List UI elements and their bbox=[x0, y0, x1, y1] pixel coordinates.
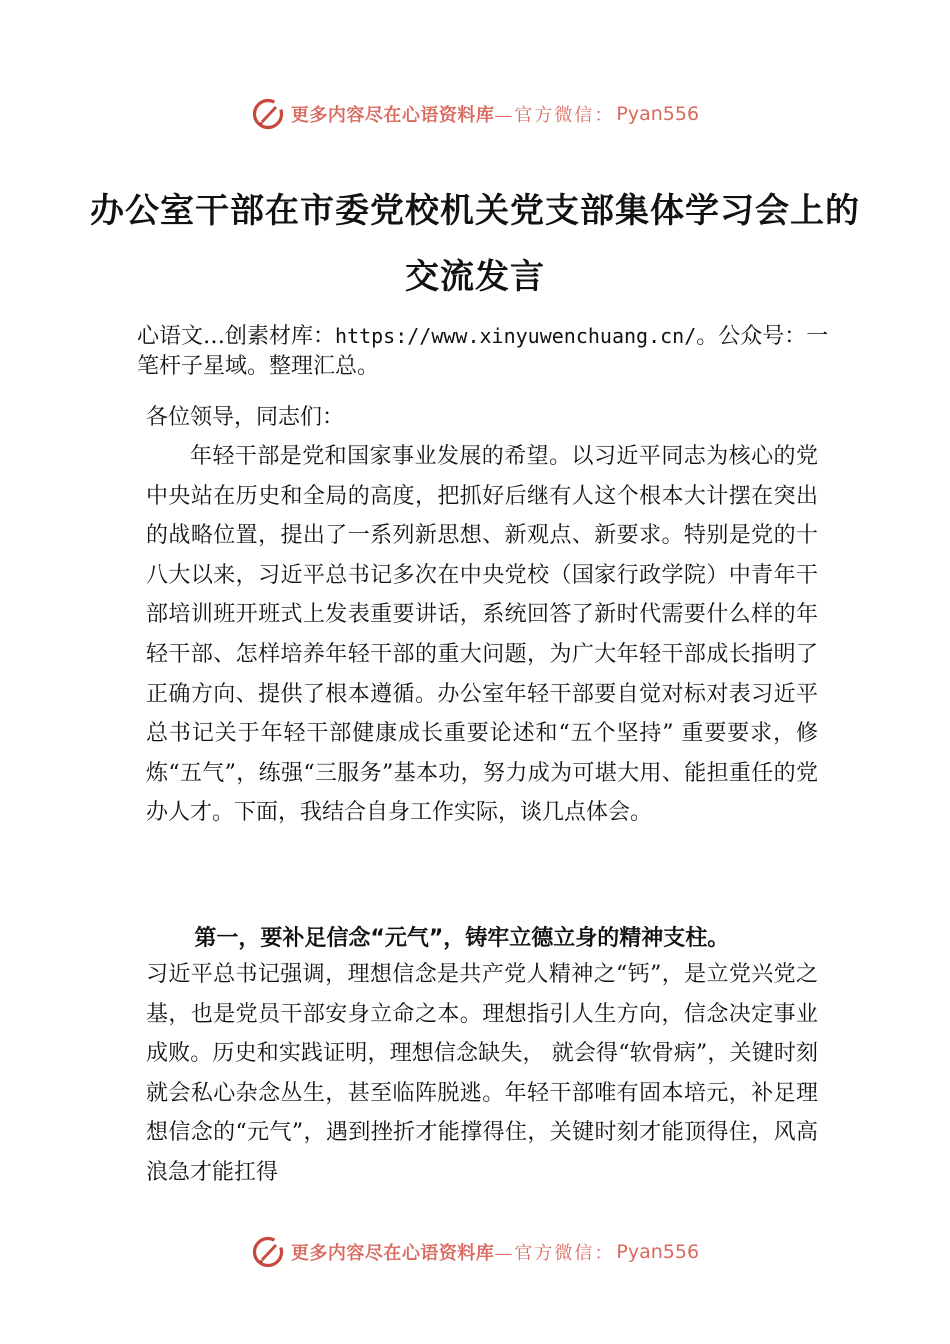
paragraph-section-1: 习近平总书记强调，理想信念是共产党人精神之“钙”，是立党兴党之基，也是党员干部安身立命之本。理想指引人生方向，信念决定事业成败。历史和实践证明，理想信念缺失， 就会得“软骨病”，关键时刻就会私心杂念丛生，甚至临阵脱逃。年轻干部唯有固本培元，补足理想信念的“元气”，遇到挫折才能撑得住，关键时刻才能顶得住，风高浪急才能扛得 bbox=[146, 962, 818, 1185]
source-suffix: 。公众号：一笔杆子星域。整理汇总。 bbox=[137, 324, 829, 379]
document-title: 办公室干部在市委党校机关党支部集体学习会上的交流发言 bbox=[90, 191, 860, 297]
banner-main-text: 更多内容尽在心语资料库 bbox=[290, 105, 495, 126]
red-brush-circle-logo-icon bbox=[251, 97, 285, 131]
banner-wechat-id: Pyan556 bbox=[616, 1241, 700, 1263]
header-banner bbox=[0, 94, 950, 134]
banner-wechat-id: Pyan556 bbox=[616, 103, 700, 125]
salutation: 各位领导，同志们： bbox=[146, 405, 345, 430]
source-prefix: 心语文…创素材库： bbox=[137, 324, 336, 349]
paragraph-intro: 年轻干部是党和国家事业发展的希望。以习近平同志为核心的党中央站在历史和全局的高度，把抓好后继有人这个根本大计摆在突出的战略位置，提出了一系列新思想、新观点、新要求。特别是党的十八大以来，习近平总书记多次在中央党校（国家行政学院）中青年干部培训班开班式上发表重要讲话，系统回答了新时代需要什么样的年轻干部、怎样培养年轻干部的重大问题，为广大年轻干部成长指明了正确方向、提供了根本遵循。办公室年轻干部要自觉对标对表习近平总书记关于年轻干部健康成长重要论述和“五个坚持” 重要要求，修炼“五气”，练强“三服务”基本功，努力成为可堪大用、能担重任的党办人才。下面，我结合自身工作实际，谈几点体会。 bbox=[146, 444, 818, 826]
source-url: https://www.xinyuwenchuang.cn/ bbox=[335, 324, 697, 348]
banner-wechat-label: —官方微信： bbox=[494, 1243, 615, 1264]
footer-banner bbox=[0, 1232, 950, 1272]
section-heading-1: 第一，要补足信念“元气”，铸牢立德立身的精神支柱。 bbox=[194, 926, 730, 951]
banner-wechat-label: —官方微信： bbox=[494, 105, 615, 126]
red-brush-circle-logo-icon bbox=[251, 1235, 285, 1269]
banner-main-text: 更多内容尽在心语资料库 bbox=[290, 1243, 495, 1264]
source-line bbox=[137, 321, 837, 382]
